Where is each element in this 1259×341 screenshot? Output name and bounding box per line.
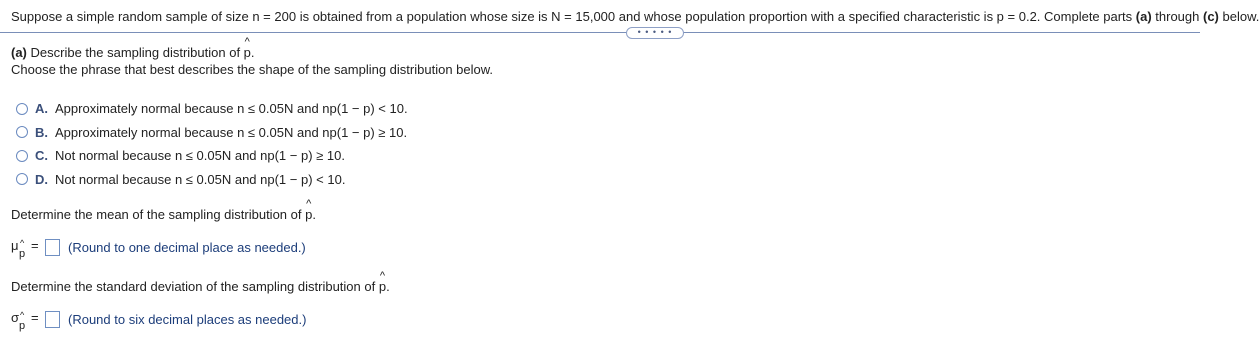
subscript-p: p bbox=[19, 320, 26, 332]
option-c[interactable] bbox=[16, 144, 408, 168]
radio-button-a[interactable] bbox=[16, 103, 28, 115]
mu-symbol: μ bbox=[11, 238, 19, 253]
radio-button-d[interactable] bbox=[16, 173, 28, 185]
mean-rounding-hint: (Round to one decimal place as needed.) bbox=[68, 239, 306, 255]
problem-text-start: Suppose a simple random sample of size n = 200 is obtained from a population whose size is N = 15,000 and whose population proportion with a specified characteristic is p = 0.2. Complete parts bbox=[11, 9, 1136, 24]
mean-question bbox=[11, 207, 316, 222]
header-divider bbox=[0, 32, 1200, 33]
radio-button-c[interactable] bbox=[16, 150, 28, 162]
mean-answer-input[interactable] bbox=[45, 239, 60, 256]
mean-symbol bbox=[11, 236, 45, 258]
mean-question-text: Determine the mean of the sampling distribution of bbox=[11, 207, 306, 222]
part-a-section bbox=[11, 45, 493, 77]
expand-more-button[interactable]: • • • • • bbox=[626, 27, 684, 39]
hat-symbol: ^ bbox=[20, 310, 25, 320]
equals-sign: = bbox=[31, 238, 39, 253]
p-hat-symbol: ^ p bbox=[305, 207, 312, 222]
subscript-p: p bbox=[19, 248, 26, 260]
option-letter: B. bbox=[35, 124, 48, 140]
option-text: Not normal because n ≤ 0.05N and np(1 − p) < 10. bbox=[55, 171, 346, 187]
mean-question-end: . bbox=[312, 207, 316, 222]
sd-rounding-hint: (Round to six decimal places as needed.) bbox=[68, 311, 307, 327]
option-a[interactable] bbox=[16, 97, 408, 121]
p-hat-symbol: ^ p bbox=[244, 45, 251, 60]
problem-part-a-ref: (a) bbox=[1135, 9, 1152, 24]
part-a-label: (a) bbox=[11, 45, 27, 60]
option-letter: A. bbox=[35, 101, 48, 117]
sd-symbol bbox=[11, 308, 45, 330]
problem-text-middle: through bbox=[1151, 9, 1203, 24]
part-a-title bbox=[11, 45, 493, 60]
problem-statement bbox=[11, 9, 1259, 24]
sd-answer-input[interactable] bbox=[45, 311, 60, 328]
sd-question bbox=[11, 279, 390, 294]
part-a-instruction: Choose the phrase that best describes the shape of the sampling distribution below. bbox=[11, 62, 494, 77]
option-d[interactable] bbox=[16, 168, 408, 192]
option-text: Approximately normal because n ≤ 0.05N and np(1 − p) ≥ 10. bbox=[55, 124, 408, 140]
option-letter: D. bbox=[35, 171, 48, 187]
option-b[interactable] bbox=[16, 121, 408, 145]
option-text: Approximately normal because n ≤ 0.05N and np(1 − p) < 10. bbox=[55, 101, 408, 117]
radio-button-b[interactable] bbox=[16, 126, 28, 138]
hat-symbol: ^ bbox=[20, 238, 25, 248]
sd-answer-row bbox=[11, 308, 306, 330]
equals-sign: = bbox=[31, 310, 39, 325]
problem-text-end: below. bbox=[1218, 9, 1259, 24]
mean-answer-row bbox=[11, 236, 306, 258]
sd-question-text: Determine the standard deviation of the sampling distribution of bbox=[11, 279, 379, 294]
option-text: Not normal because n ≤ 0.05N and np(1 − p) ≥ 10. bbox=[55, 148, 345, 164]
sd-question-end: . bbox=[386, 279, 390, 294]
answer-options bbox=[16, 97, 408, 191]
p-hat-symbol: ^ p bbox=[379, 279, 386, 294]
part-a-title-end: . bbox=[250, 45, 255, 60]
problem-part-c-ref: (c) bbox=[1203, 9, 1219, 24]
sigma-symbol: σ bbox=[11, 310, 20, 325]
option-letter: C. bbox=[35, 148, 48, 164]
part-a-title-text: Describe the sampling distribution of bbox=[26, 45, 244, 60]
